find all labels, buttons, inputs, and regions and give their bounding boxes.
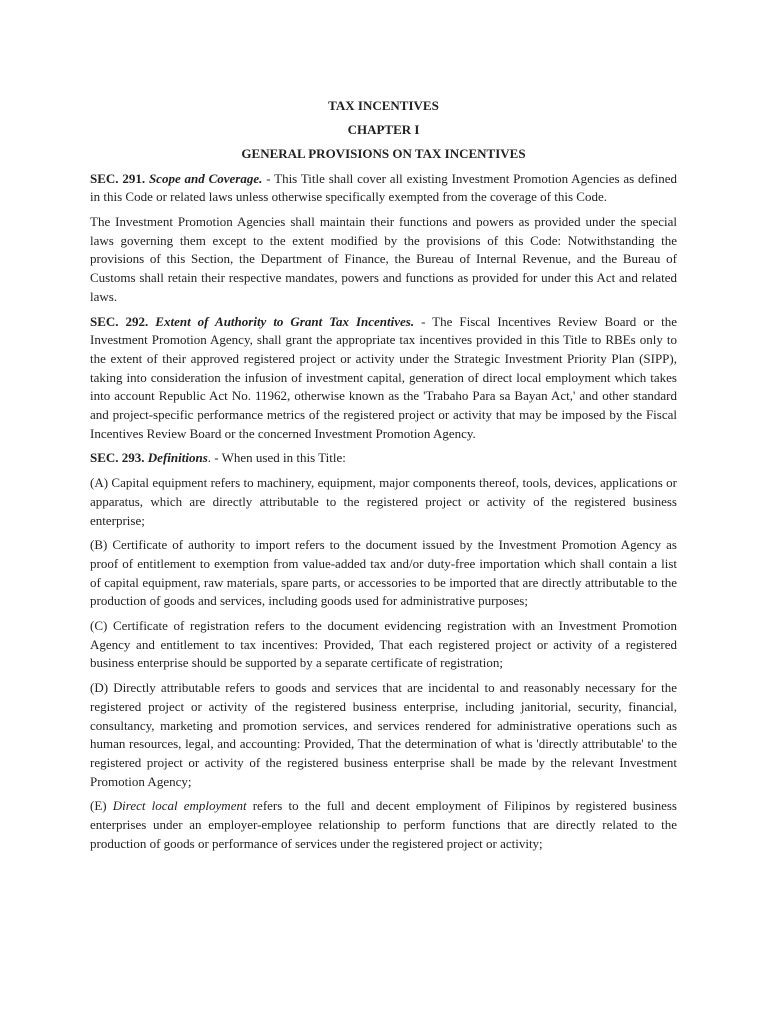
definition-e xyxy=(90,797,677,853)
sec-293-text: . - When used in this Title: xyxy=(207,450,346,466)
definition-e-text: refers to the full and decent employment of Filipinos by registered business enterprises under an employer-employee relationship to perform functions that are directly related to the production of goods or performance of services under the registered project or activity; xyxy=(90,798,677,851)
definition-d: (D) Directly attributable refers to goods and services that are incidental to and reasonably necessary for the registered project or activity of the registered business enterprise, including janitorial, security, financial, consultancy, marketing and promotion services, and services rendered for administrative operations such as human resources, legal, and accounting: Provided, That the determination of what is 'directly attributable' to the registered project or activity of the registered business enterprise shall be made by the relevant Investment Promotion Agency; xyxy=(90,680,677,789)
definition-b: (B) Certificate of authority to import refers to the document issued by the Investment Promotion Agency as proof of entitlement to exemption from value-added tax and/or duty-free importation which shall contain a list of capital equipment, raw materials, spare parts, or accessories to be imported that are directly attributable to the production of goods and services, including goods used for administrative purposes; xyxy=(90,537,677,609)
sec-291-text: - This Title shall cover all existing Investment Promotion Agencies as defined in this Code or related laws unless otherwise specifically exempted from the coverage of this Code. xyxy=(90,170,678,205)
definition-a: (A) Capital equipment refers to machinery, equipment, major components thereof, tools, devices, applications or apparatus, which are directly attributable to the registered project or activity of the registered business enterprise; xyxy=(90,475,677,528)
sec-293-title: Definitions xyxy=(147,450,208,466)
definition-c: (C) Certificate of registration refers to the document evidencing registration with an Investment Promotion Agency and entitlement to tax incentives: Provided, That each registered project or activity of a registered business enterprise should be supported by a separate certificate of registration; xyxy=(90,618,677,671)
title-heading: TAX INCENTIVES xyxy=(328,98,439,113)
sec-292-text: - The Fiscal Incentives Review Board or the Investment Promotion Agency, shall grant the appropriate tax incentives provided in this Title to RBEs only to the extent of their approved registered project or activity under the Strategic Investment Priority Plan (SIPP), taking into consideration the infusion of investment capital, generation of direct local employment which takes into account Republic Act No. 11962, otherwise known as the 'Trabaho Para sa Bayan Act,' and other standard and project-specific performance metrics of the registered project or activity that may be imposed by the Fiscal Incentives Review Board or the concerned Investment Promotion Agency. xyxy=(90,313,677,441)
sec-292-number: SEC. 292. xyxy=(90,313,149,329)
sec-291-title: Scope and Coverage. xyxy=(148,170,263,186)
sec-292-title: Extent of Authority to Grant Tax Incentives. xyxy=(155,313,415,329)
document-page xyxy=(90,97,677,860)
definition-e-prefix: (E) xyxy=(90,798,113,814)
sec-292-paragraph xyxy=(90,313,677,444)
chapter-heading: CHAPTER I xyxy=(347,122,420,138)
chapter-title-heading: GENERAL PROVISIONS ON TAX INCENTIVES xyxy=(241,146,526,162)
sec-293-paragraph xyxy=(90,449,677,468)
definition-e-term: Direct local employment xyxy=(112,798,247,814)
sec-291-paragraph-2: The Investment Promotion Agencies shall maintain their functions and powers as provided under the special laws governing them except to the extent modified by the provisions of this Code: Notwithstanding the provisions of this Section, the Department of Finance, the Bureau of Internal Revenue, and the Bureau of Customs shall retain their respective mandates, powers and functions as provided for under this Act and related laws. xyxy=(90,214,677,304)
sec-293-number: SEC. 293. xyxy=(90,450,145,466)
sec-291-paragraph xyxy=(90,170,677,207)
sec-291-number: SEC. 291. xyxy=(90,170,146,186)
